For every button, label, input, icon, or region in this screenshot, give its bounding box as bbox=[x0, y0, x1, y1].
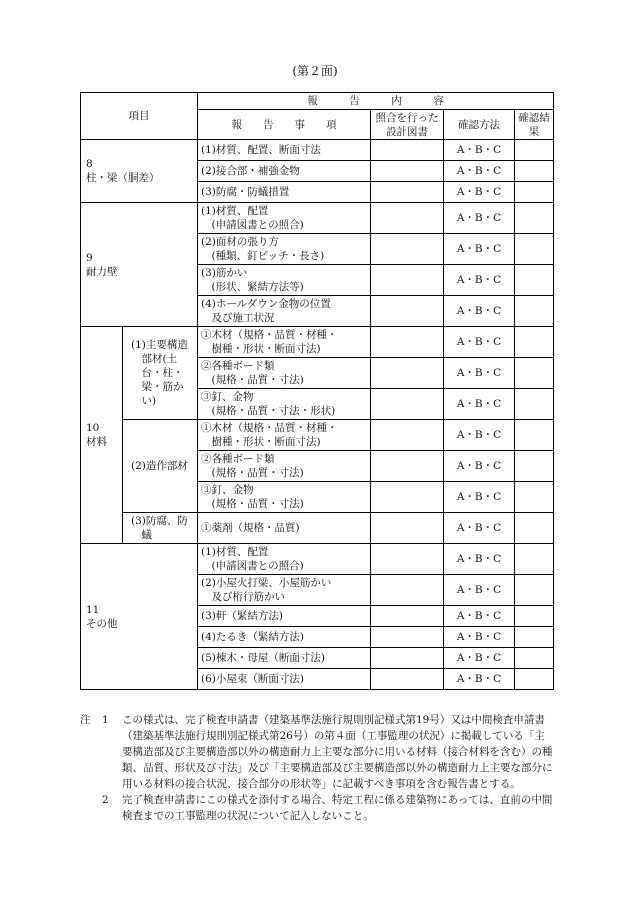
header-checked-docs: 照合を行った設計図書 bbox=[371, 110, 444, 140]
checked-docs-cell[interactable] bbox=[371, 234, 444, 265]
section-10-label: 10 材料 bbox=[81, 327, 123, 544]
result-cell[interactable] bbox=[515, 575, 554, 606]
checked-docs-cell[interactable] bbox=[371, 451, 444, 482]
report-item: ②各種ボード類 (規格・品質・寸法) bbox=[198, 451, 371, 482]
checked-docs-cell[interactable] bbox=[371, 389, 444, 420]
method-cell: A・B・C bbox=[444, 140, 515, 161]
checked-docs-cell[interactable] bbox=[371, 327, 444, 358]
method-cell: A・B・C bbox=[444, 358, 515, 389]
checked-docs-cell[interactable] bbox=[371, 182, 444, 203]
checked-docs-cell[interactable] bbox=[371, 544, 444, 575]
method-cell: A・B・C bbox=[444, 420, 515, 451]
result-cell[interactable] bbox=[515, 513, 554, 544]
report-item: ①木材（規格・品質・材種・ 樹種・形状・断面寸法) bbox=[198, 420, 371, 451]
report-item: (1)材質、配置、断面寸法 bbox=[198, 140, 371, 161]
note-1 bbox=[80, 712, 554, 792]
report-item: (2)小屋火打梁、小屋筋かい 及び桁行筋かい bbox=[198, 575, 371, 606]
notes-label: 注 bbox=[80, 714, 91, 726]
checked-docs-cell[interactable] bbox=[371, 648, 444, 669]
note-text: この様式は、完了検査申請書（建築基準法施行規則別記様式第19号）又は中間検査申請書（建築基準法施行規則別記様式第26号）の第４面（工事監理の状況）に掲載している「主要構造部及び主要構造部以外の構造耐力上主要な部分に用いる材料（接合材料を含む）の種類、品質、形状及び寸法」及び「主要構造部及び主要構造部以外の構造耐力上主要な部分に用いる材料の接合状況、接合部分の形状等」に記載すべき事項を含む報告書とする。 bbox=[122, 714, 553, 790]
report-item: ②各種ボード類 (規格・品質・寸法) bbox=[198, 358, 371, 389]
header-result: 確認結果 bbox=[515, 110, 554, 140]
note-text: 完了検査申請書にこの様式を添付する場合、特定工程に係る建築物にあっては、直前の中間検査までの工事監理の状況について記入しないこと。 bbox=[122, 794, 553, 822]
result-cell[interactable] bbox=[515, 203, 554, 234]
report-item: (2)面材の張り方 (種類、釘ピッチ・長さ) bbox=[198, 234, 371, 265]
report-item: (3)筋かい (形状、緊結方法等) bbox=[198, 265, 371, 296]
method-cell: A・B・C bbox=[444, 606, 515, 627]
method-cell: A・B・C bbox=[444, 482, 515, 513]
section-9-label: 9 耐力壁 bbox=[81, 203, 198, 327]
report-item: (3)防腐・防蟻措置 bbox=[198, 182, 371, 203]
result-cell[interactable] bbox=[515, 358, 554, 389]
header-item: 項目 bbox=[81, 93, 198, 140]
method-cell: A・B・C bbox=[444, 327, 515, 358]
checked-docs-cell[interactable] bbox=[371, 627, 444, 648]
section-10-group-label: (3)防腐、防 蟻 bbox=[123, 513, 198, 544]
checked-docs-cell[interactable] bbox=[371, 140, 444, 161]
checked-docs-cell[interactable] bbox=[371, 513, 444, 544]
header-method: 確認方法 bbox=[444, 110, 515, 140]
result-cell[interactable] bbox=[515, 648, 554, 669]
result-cell[interactable] bbox=[515, 327, 554, 358]
report-item: (4)ホールダウン金物の位置 及び施工状況 bbox=[198, 296, 371, 327]
checked-docs-cell[interactable] bbox=[371, 606, 444, 627]
report-item: (6)小屋束（断面寸法) bbox=[198, 669, 371, 690]
section-10-group-label: (1)主要構造 部材(土 台・柱・ 梁・筋か い) bbox=[123, 327, 198, 420]
report-item: (1)材質、配置 (申請図書との照合) bbox=[198, 544, 371, 575]
report-item: ③釘、金物 (規格・品質・寸法・形状) bbox=[198, 389, 371, 420]
method-cell: A・B・C bbox=[444, 451, 515, 482]
result-cell[interactable] bbox=[515, 482, 554, 513]
method-cell: A・B・C bbox=[444, 389, 515, 420]
section-8-label: 8 柱・梁（胴差） bbox=[81, 140, 198, 203]
result-cell[interactable] bbox=[515, 234, 554, 265]
method-cell: A・B・C bbox=[444, 513, 515, 544]
report-item: (5)棟木・母屋（断面寸法) bbox=[198, 648, 371, 669]
page-title: (第２面) bbox=[292, 64, 338, 78]
checked-docs-cell[interactable] bbox=[371, 420, 444, 451]
note-number: 2 bbox=[102, 794, 109, 806]
report-item: ①木材（規格・品質・材種・ 樹種・形状・断面寸法) bbox=[198, 327, 371, 358]
result-cell[interactable] bbox=[515, 606, 554, 627]
result-cell[interactable] bbox=[515, 451, 554, 482]
result-cell[interactable] bbox=[515, 140, 554, 161]
header-report-items: 報 告 事 項 bbox=[198, 110, 371, 140]
result-cell[interactable] bbox=[515, 627, 554, 648]
checked-docs-cell[interactable] bbox=[371, 161, 444, 182]
checked-docs-cell[interactable] bbox=[371, 669, 444, 690]
result-cell[interactable] bbox=[515, 296, 554, 327]
section-11-label: 11 その他 bbox=[81, 544, 198, 690]
report-item: ③釘、金物 (規格・品質・寸法) bbox=[198, 482, 371, 513]
result-cell[interactable] bbox=[515, 544, 554, 575]
note-number: 1 bbox=[102, 714, 109, 726]
result-cell[interactable] bbox=[515, 389, 554, 420]
header-report-contents: 報 告 内 容 bbox=[198, 93, 554, 110]
note-2 bbox=[80, 792, 554, 824]
report-item: (1)材質、配置 (申請図書との照合) bbox=[198, 203, 371, 234]
method-cell: A・B・C bbox=[444, 648, 515, 669]
result-cell[interactable] bbox=[515, 265, 554, 296]
method-cell: A・B・C bbox=[444, 182, 515, 203]
checked-docs-cell[interactable] bbox=[371, 358, 444, 389]
report-item: ①薬剤（規格・品質) bbox=[198, 513, 371, 544]
method-cell: A・B・C bbox=[444, 627, 515, 648]
method-cell: A・B・C bbox=[444, 203, 515, 234]
notes bbox=[80, 712, 554, 824]
result-cell[interactable] bbox=[515, 669, 554, 690]
report-table bbox=[80, 92, 554, 690]
method-cell: A・B・C bbox=[444, 575, 515, 606]
method-cell: A・B・C bbox=[444, 161, 515, 182]
checked-docs-cell[interactable] bbox=[371, 203, 444, 234]
result-cell[interactable] bbox=[515, 161, 554, 182]
result-cell[interactable] bbox=[515, 182, 554, 203]
method-cell: A・B・C bbox=[444, 234, 515, 265]
result-cell[interactable] bbox=[515, 420, 554, 451]
method-cell: A・B・C bbox=[444, 296, 515, 327]
method-cell: A・B・C bbox=[444, 669, 515, 690]
method-cell: A・B・C bbox=[444, 265, 515, 296]
checked-docs-cell[interactable] bbox=[371, 575, 444, 606]
checked-docs-cell[interactable] bbox=[371, 296, 444, 327]
report-item: (2)接合部・補強金物 bbox=[198, 161, 371, 182]
method-cell: A・B・C bbox=[444, 544, 515, 575]
checked-docs-cell[interactable] bbox=[371, 265, 444, 296]
checked-docs-cell[interactable] bbox=[371, 482, 444, 513]
section-10-group-label: (2)造作部材 bbox=[123, 420, 198, 513]
report-item: (3)軒（緊結方法) bbox=[198, 606, 371, 627]
report-item: (4)たるき（緊結方法) bbox=[198, 627, 371, 648]
